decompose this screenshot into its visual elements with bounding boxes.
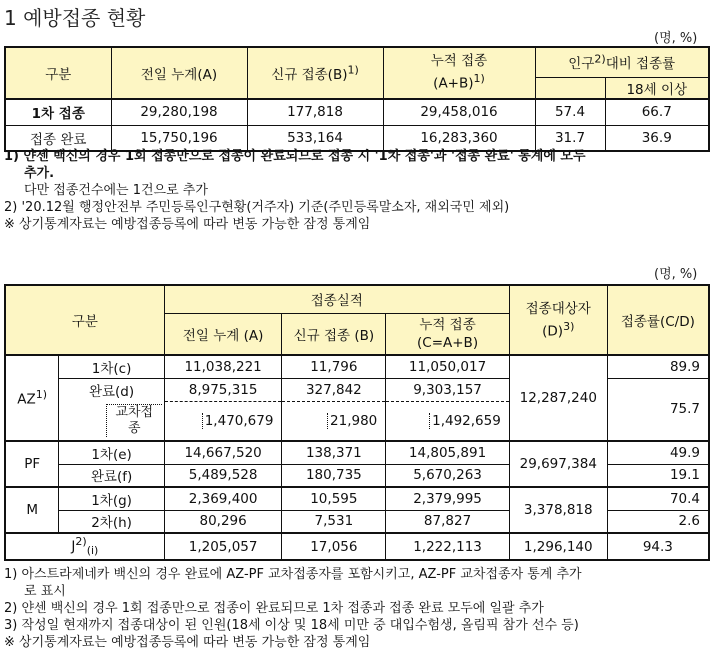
cell-cum-cross: 1,492,659 [386, 401, 510, 441]
footnote: 로 표시 [24, 584, 66, 599]
table-row [5, 487, 709, 510]
group-az: AZ$^{1)}$ [5, 355, 59, 441]
row-label: 2차(h) [59, 510, 164, 533]
header-new: 신규 접종$(B)^{1)}$ [247, 47, 383, 99]
cell-cum: 11,050,017 [386, 355, 510, 378]
cell-target: 12,287,240 [509, 355, 607, 441]
header-target: 접종대상자 $(D)^{3)}$ [509, 285, 607, 355]
cell-prev: 8,975,315 [164, 378, 282, 401]
cell-new-cross: 21,980 [282, 401, 386, 441]
footnote: 추가. [24, 166, 55, 181]
row-label: 1차(g) [59, 487, 164, 510]
footnote: 3) 작성일 현재까지 접종대상이 된 인원(18세 이상 및 18세 미만 중 대입수험생, 올림픽 참가 선수 등) [4, 618, 579, 633]
cell-new: 17,056 [282, 533, 386, 560]
cell-new: 7,531 [282, 510, 386, 533]
cell-prev-cross: 1,470,679 [164, 401, 282, 441]
cell-new: 533,164 [247, 125, 383, 151]
footnotes-2 [4, 566, 582, 651]
footnote: 다만 접종건수에는 1건으로 추가 [24, 183, 208, 198]
row-label-cross: 교차접 종 [59, 401, 164, 441]
cell-cum: 5,670,263 [386, 464, 510, 487]
cell-new: 177,818 [247, 99, 383, 125]
page-title: 1 예방접종 현황 [4, 6, 146, 30]
footnote: ※ 상기통계자료는 예방접종등록에 따라 변동 가능한 잠정 통계임 [4, 217, 371, 232]
table-row [5, 533, 709, 560]
footnote: 2) 얀센 백신의 경우 1회 접종만으로 접종이 완료되므로 1차 접종과 접종 완료 모두에 일괄 추가 [4, 601, 544, 616]
footnote: 2) '20.12월 행정안전부 주민등록인구현황(거주자) 기준(주민등록말소자, 재외국민 제외) [4, 200, 510, 215]
cell-cum: 87,827 [386, 510, 510, 533]
cell-cum: 1,222,113 [386, 533, 510, 560]
header-performance: 접종실적 [164, 285, 509, 313]
cell-new: 327,842 [282, 378, 386, 401]
cell-cum: 9,303,157 [386, 378, 510, 401]
table-row [5, 355, 709, 378]
cell-prev: 1,205,057 [164, 533, 282, 560]
row-label: 접종 완료 [5, 125, 111, 151]
row-label: 1차(c) [59, 355, 164, 378]
header-prev-cumulative: 전일 누계(A) [111, 47, 247, 99]
cell-rate: 49.9 [607, 441, 709, 464]
cell-rate: 94.3 [607, 533, 709, 560]
cell-target: 29,697,384 [509, 441, 607, 487]
cell-adult-rate: 66.7 [605, 99, 709, 125]
unit-label-2: (명, %) [654, 267, 698, 282]
header-rate: 접종률(C/D) [607, 285, 709, 355]
vaccine-type-table [4, 284, 710, 561]
header-category: 구분 [5, 285, 164, 355]
row-label: 1차 접종 [5, 99, 111, 125]
cell-prev: 29,280,198 [111, 99, 247, 125]
table-row [5, 99, 709, 125]
cell-pop-rate: 57.4 [535, 99, 605, 125]
cell-target: 3,378,818 [509, 487, 607, 533]
cell-cum: 2,379,995 [386, 487, 510, 510]
cell-prev: 5,489,528 [164, 464, 282, 487]
header-cumulative: 누적 접종 (C=A+B) [386, 313, 510, 355]
cell-rate: 75.7 [607, 378, 709, 441]
cell-prev: 14,667,520 [164, 441, 282, 464]
cell-new: 138,371 [282, 441, 386, 464]
header-prev: 전일 누계 (A) [164, 313, 282, 355]
footnotes-1 [4, 148, 586, 233]
header-over18: 18세 이상 [605, 77, 709, 99]
cell-rate: 2.6 [607, 510, 709, 533]
row-label: 완료(d) [59, 378, 164, 401]
unit-label: (명, %) [654, 31, 698, 46]
group-pf: PF [5, 441, 59, 487]
cell-cum: 29,458,016 [383, 99, 535, 125]
footnote: 1) 아스트라제네카 백신의 경우 완료에 AZ-PF 교차접종자를 포함시키고, AZ-PF 교차접종자 통계 추가 [4, 567, 582, 582]
header-new: 신규 접종 (B) [282, 313, 386, 355]
cell-prev: 11,038,221 [164, 355, 282, 378]
header-cumulative: 누적 접종 $(A+B)^{1)}$ [383, 47, 535, 99]
cell-prev: 2,369,400 [164, 487, 282, 510]
header-population-rate-blank [535, 77, 605, 99]
group-m: M [5, 487, 59, 533]
cell-rate: 89.9 [607, 355, 709, 378]
header-population-rate: 인구$^{2)}$대비 접종률 [535, 47, 709, 77]
cell-prev: 80,296 [164, 510, 282, 533]
cell-new: 180,735 [282, 464, 386, 487]
table-row [5, 441, 709, 464]
footnote: 1) 얀센 백신의 경우 1회 접종만으로 접종이 완료되므로 접종 시 '1차 접종'과 '접종 완료' 통계에 모두 [4, 149, 586, 164]
footnote: ※ 상기통계자료는 예방접종등록에 따라 변동 가능한 잠정 통계임 [4, 635, 371, 650]
group-j: $J^{2)}_{(i)}$ [5, 533, 164, 560]
cell-target: 1,296,140 [509, 533, 607, 560]
cell-rate: 70.4 [607, 487, 709, 510]
vaccination-summary-table [4, 46, 710, 152]
cell-cum: 16,283,360 [383, 125, 535, 151]
cell-new: 10,595 [282, 487, 386, 510]
cell-pop-rate: 31.7 [535, 125, 605, 151]
cell-rate: 19.1 [607, 464, 709, 487]
row-label: 1차(e) [59, 441, 164, 464]
cell-new: 11,796 [282, 355, 386, 378]
header-category: 구분 [5, 47, 111, 99]
cell-prev: 15,750,196 [111, 125, 247, 151]
cell-cum: 14,805,891 [386, 441, 510, 464]
cell-adult-rate: 36.9 [605, 125, 709, 151]
row-label: 완료(f) [59, 464, 164, 487]
